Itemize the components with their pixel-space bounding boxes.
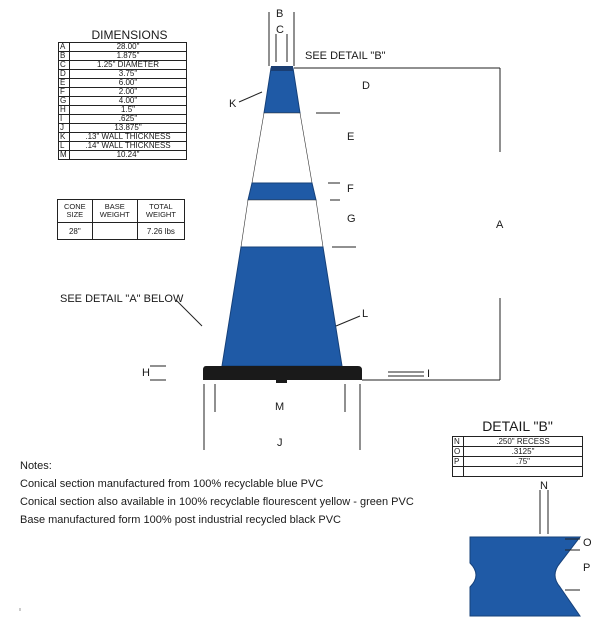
dimension-row [59,151,187,160]
weight-table [57,199,185,240]
dimension-value: 10.24" [70,151,187,160]
label-b: B [276,8,284,20]
detail-b-value [464,467,583,477]
weight-cell-cone-size: 28" [58,223,93,240]
detail-b-row [453,467,583,477]
label-e: E [347,131,355,143]
dimension-value: 1.5" [70,106,187,115]
dimensions-table [58,42,187,160]
dimension-value: .13" WALL THICKNESS [70,133,187,142]
see-detail-a-label: SEE DETAIL "A" BELOW [60,293,184,305]
dimensions-title: DIMENSIONS [91,28,168,42]
label-i: I [427,368,431,380]
detail-b-value: .250" RECESS [464,437,583,447]
dimension-value: 4.00" [70,97,187,106]
weight-header-total-weight: TOTAL WEIGHT [137,200,184,223]
detail-b-table [452,436,583,477]
dimension-key: G [59,97,70,106]
dimension-value: 3.75" [70,70,187,79]
label-c: C [276,24,284,36]
detail-b-row [453,447,583,457]
cone-top-cap [271,66,293,71]
label-g: G [347,213,356,225]
detail-b-row [453,437,583,447]
detail-b-key: O [453,447,464,457]
notes-title: Notes: [20,460,52,472]
dimension-key: D [59,70,70,79]
label-o: O [583,537,592,549]
dimension-key: B [59,52,70,61]
cone-middle-band [248,183,316,200]
weight-cell-base-weight [92,223,137,240]
label-l: L [362,308,369,320]
cone-lower-band [222,247,342,366]
cone-top-band [264,68,300,113]
dimension-key: F [59,88,70,97]
dimension-value: 28.00" [70,43,187,52]
cone-white-stripe-upper [252,113,312,183]
dimension-value: 6.00" [70,79,187,88]
dimension-key: M [59,151,70,160]
detail-b-title: DETAIL "B" [482,418,553,434]
label-h: H [142,367,150,379]
dimension-key: E [59,79,70,88]
dimension-key: A [59,43,70,52]
label-n: N [540,480,548,492]
detail-b-key: P [453,457,464,467]
detail-b-value: .75" [464,457,583,467]
label-k: K [229,98,237,110]
note-line: Base manufactured form 100% post industrial recycled black PVC [20,514,341,526]
weight-header-base-weight: BASE WEIGHT [92,200,137,223]
weight-header-cone-size: CONE SIZE [58,200,93,223]
label-m: M [275,401,285,413]
label-f: F [347,183,354,195]
dimension-key: C [59,61,70,70]
note-line: Conical section also available in 100% recyclable flourescent yellow - green PVC [20,496,414,508]
detail-b-row [453,457,583,467]
detail-b-profile [470,537,580,616]
dimension-key: K [59,133,70,142]
dimension-lines [150,12,500,450]
cone-body [222,66,342,366]
see-detail-b-label: SEE DETAIL "B" [305,50,386,62]
label-a: A [496,219,504,231]
label-j: J [277,437,283,449]
dimension-key: H [59,106,70,115]
label-d: D [362,80,370,92]
cone-white-stripe-lower [241,200,323,247]
label-p: P [583,562,591,574]
detail-b-key [453,467,464,477]
dimension-key: J [59,124,70,133]
dimension-key: I [59,115,70,124]
dimension-value: .625" [70,115,187,124]
note-line: Conical section manufactured from 100% recyclable blue PVC [20,478,324,490]
detail-b-value: .3125" [464,447,583,457]
dimension-key: L [59,142,70,151]
dimension-value: .14" WALL THICKNESS [70,142,187,151]
cone-base [203,366,362,383]
dimension-value: 1.25" DIAMETER [70,61,187,70]
weight-cell-total-weight: 7.26 lbs [137,223,184,240]
dimension-value: 1.875" [70,52,187,61]
detail-b-key: N [453,437,464,447]
dimension-value: 13.875" [70,124,187,133]
dimension-value: 2.00" [70,88,187,97]
